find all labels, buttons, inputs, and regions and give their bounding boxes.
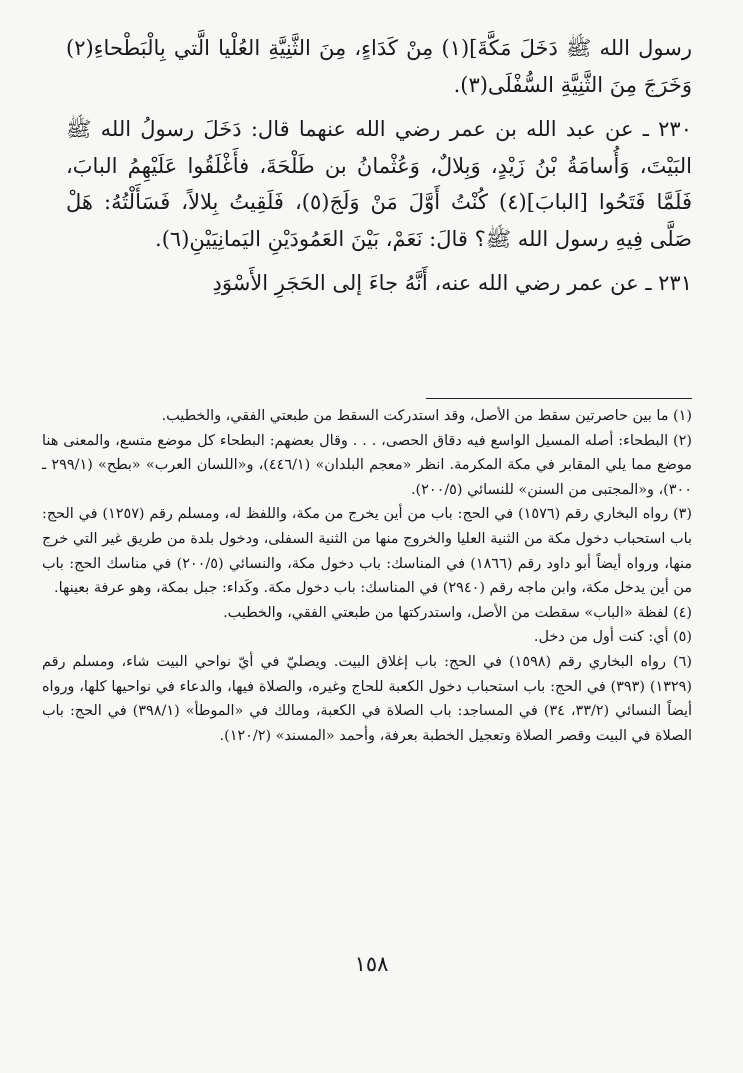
page-number: ١٥٨ <box>354 952 389 976</box>
footnote-3: (٣) رواه البخاري رقم (١٥٧٦) في الحج: باب من أين يخرج من مكة، واللفظ له، ومسلم رقم (١٢٥٧) في الحج: باب استحباب دخول مكة من الثنية العليا والخروج منها من الثنية السفلى، ودخول بلدة من طريق غير التي خرج منها، ورواه أيضاً أبو داود رقم (١٨٦٦) في المناسك: باب دخول مكة، والنسائي (٢٠٠/٥) في مناسك الحج: باب من أين يدخل مكة، وابن ماجه رقم (٢٩٤٠) في المناسك: باب دخول مكة. وكَداء: جبل بمكة، وهو عرفة بعينها. <box>42 506 693 597</box>
footnote-1: (١) ما بين حاصرتين سقط من الأصل، وقد استدركت السقط من طبعتي الفقي، والخطيب. <box>161 408 692 424</box>
footnotes <box>42 404 692 748</box>
footnote-6: (٦) رواه البخاري رقم (١٥٩٨) في الحج: باب إغلاق البيت. ويصليّ في أيّ نواحي البيت شاء، ومسلم رقم (١٣٢٩) (٣٩٣) في الحج: باب استحباب دخول الكعبة للحاج وغيره، والصلاة فيها، والدعاء في نواحيها كلها، ورواه أيضاً النسائي (٣٣/٢، ٣٤) في المساجد: باب الصلاة في الكعبة، ومالك في «الموطأ» (٣٩٨/١) في الحج: باب الصلاة في البيت وقصر الصلاة وتعجيل الخطبة بعرفة، وأحمد «المسند» (١٢٠/٢). <box>42 653 693 744</box>
footnote-2: (٢) البطحاء: أصله المسيل الواسع فيه دقاق الحصى، . . . وقال بعضهم: البطحاء كل موضع متسع، والمعنى هنا موضع مما يلي المقابر في مكة المكرمة. انظر «معجم البلدان» (٤٤٦/١)، و«اللسان العرب» «بطح» (٢٩٩/١ ـ ٣٠٠)، و«المجتبى من السنن» للنسائي (٢٠٠/٥). <box>42 432 693 498</box>
footnote-5: (٥) أي: كنت أول من دخل. <box>533 629 692 646</box>
footnote-4: (٤) لفظة «الباب» سقطت من الأصل، واستدركتها من طبعتي الفقي، والخطيب. <box>223 604 692 621</box>
main-text <box>66 30 692 302</box>
paragraph-continuation: رسول الله ﷺ دَخَلَ مَكَّةَ](١) مِنْ كَدَاءٍ، مِنَ الثَّنِيَّةِ العُلْيا الَّتي بِالْبَطْحاءِ(٢) وَخَرَجَ مِنَ الثَّنِيَّةِ السُّفْلَى(٣). <box>66 36 692 97</box>
hadith-231: ٢٣١ ـ عن عمر رضي الله عنه، أَنَّهُ جاءَ إلى الحَجَرِ الأَسْوَدِ <box>212 271 692 295</box>
footnote-separator <box>426 398 692 399</box>
hadith-230: ٢٣٠ ـ عن عبد الله بن عمر رضي الله عنهما قال: دَخَلَ رسولُ الله ﷺ البَيْتَ، وَأُسامَةُ بْنُ زَيْدٍ، وَبِلالٌ، وَعُثْمانُ بن طَلْحَةَ، فأَغْلَقُوا عَلَيْهِمُ البابَ، فَلَمَّا فَتَحُوا [البابَ](٤) كُنْتُ أَوَّلَ مَنْ وَلَجَ(٥)، فَلَقِيتُ بِلالاً، فَسَأَلْتُهُ: هَلْ صَلَّى فِيهِ رسول الله ﷺ؟ قالَ: نَعَمْ، بَيْنَ العَمُودَيْنِ اليَمانِيَيْنِ(٦). <box>66 117 693 251</box>
